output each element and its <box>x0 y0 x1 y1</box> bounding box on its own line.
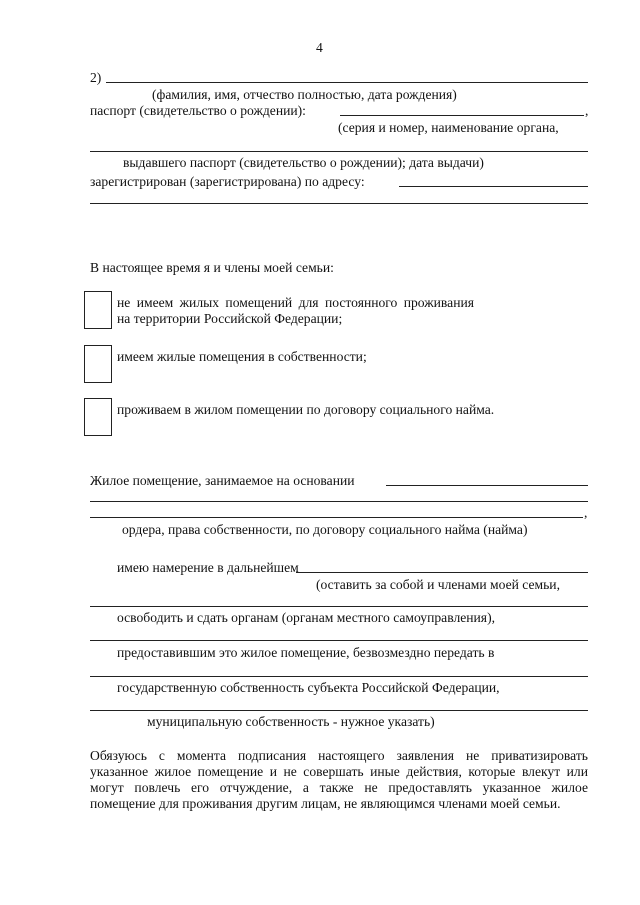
intent-field-line-4[interactable] <box>90 676 588 677</box>
option-own-housing: имеем жилые помещения в собственности; <box>117 349 367 364</box>
passport-comma: , <box>585 103 589 118</box>
intent-hint-1: (оставить за собой и членами моей семьи, <box>316 577 560 592</box>
option-no-housing-line-1: не имеем жилых помещений для постоянного проживания <box>117 295 475 310</box>
passport-label: паспорт (свидетельство о рождении): <box>90 103 306 118</box>
address-field[interactable] <box>399 186 588 187</box>
basis-comma: , <box>584 505 588 520</box>
name-hint: (фамилия, имя, отчество полностью, дата рождения) <box>152 87 457 102</box>
registered-label: зарегистрирован (зарегистрирована) по адресу: <box>90 174 365 189</box>
housing-intro: В настоящее время я и члены моей семьи: <box>90 260 334 275</box>
intent-field-line-3[interactable] <box>90 640 588 641</box>
intent-label: имею намерение в дальнейшем <box>117 560 299 575</box>
item-number: 2) <box>90 70 102 85</box>
passport-hint-1: (серия и номер, наименование органа, <box>338 120 559 135</box>
intent-field-line-2[interactable] <box>90 606 588 607</box>
intent-field[interactable] <box>296 572 588 573</box>
intent-hint-4: государственную собственность субъекта Российской Федерации, <box>117 680 500 695</box>
checkbox-no-housing[interactable] <box>84 291 112 329</box>
checkbox-own-housing[interactable] <box>84 345 112 383</box>
occupied-label: Жилое помещение, занимаемое на основании <box>90 473 355 488</box>
passport-issuer-field[interactable] <box>90 151 588 152</box>
basis-hint: ордера, права собственности, по договору социального найма (найма) <box>122 522 528 537</box>
intent-hint-3: предоставившим это жилое помещение, безвозмездно передать в <box>117 645 495 660</box>
obligation-paragraph: Обязуюсь с момента подписания настоящего заявления не приватизировать указанное жилое помещение и не совершать иные действия, которые влекут или могут повлечь его отчуждение, а также не предоставлять указанное жилое помещение для проживания другим лицам, не являющимся членами моей семьи. <box>90 748 588 811</box>
passport-field[interactable] <box>340 115 584 116</box>
passport-hint-2: выдавшего паспорт (свидетельство о рождении); дата выдачи) <box>123 155 484 170</box>
intent-field-line-5[interactable] <box>90 710 588 711</box>
option-social-rent: проживаем в жилом помещении по договору социального найма. <box>117 402 495 417</box>
checkbox-social-rent[interactable] <box>84 398 112 436</box>
option-no-housing-line-2: на территории Российской Федерации; <box>117 311 343 326</box>
intent-hint-5: муниципальную собственность - нужное указать) <box>147 714 435 729</box>
full-name-field[interactable] <box>106 82 588 83</box>
intent-hint-2: освободить и сдать органам (органам местного самоуправления), <box>117 610 495 625</box>
basis-field[interactable] <box>386 485 588 486</box>
basis-field-line-2[interactable] <box>90 501 588 502</box>
address-field-continued[interactable] <box>90 203 588 204</box>
basis-field-line-3[interactable] <box>90 517 583 518</box>
page-number: 4 <box>316 40 323 55</box>
